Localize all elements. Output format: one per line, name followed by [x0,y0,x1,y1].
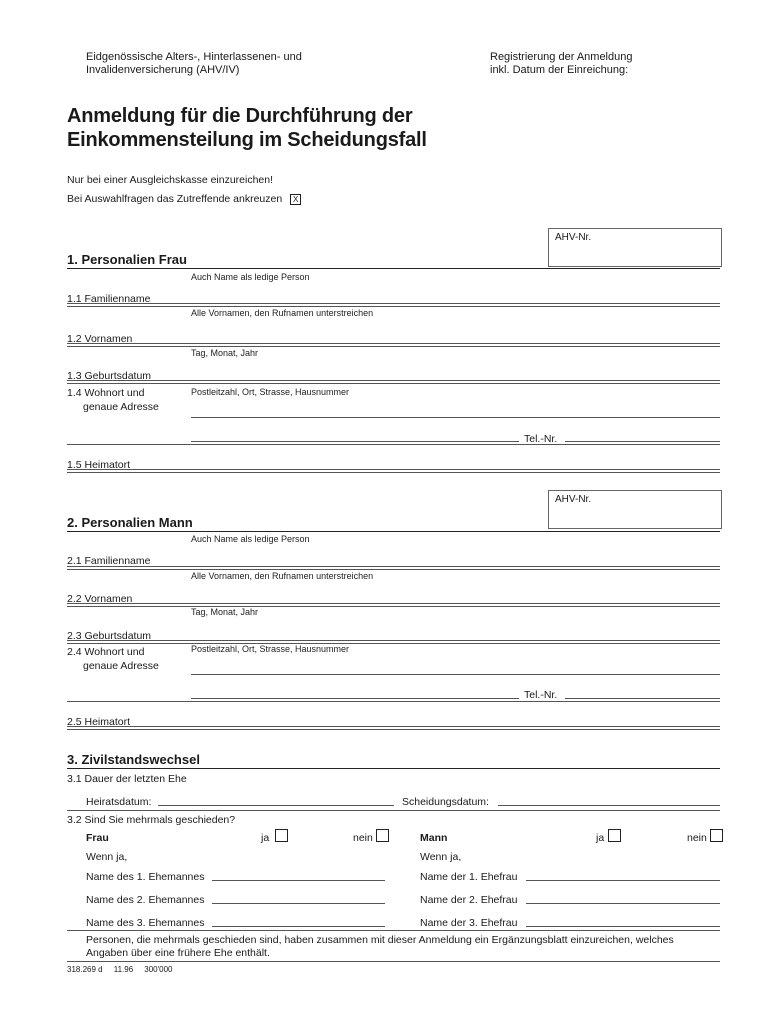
label-wenn-ja-frau: Wenn ja, [86,851,128,863]
label-frau: Frau [86,832,109,844]
label-ehemann-2: Name des 2. Ehemannes [86,894,205,906]
checkbox-nein-mann[interactable] [710,829,723,842]
label-geburtsdatum-frau: 1.3 Geburtsdatum [67,370,152,382]
label-ehefrau-3: Name der 3. Ehefrau [420,917,518,929]
label-dauer-ehe: 3.1 Dauer der letzten Ehe [67,773,187,785]
field-adresse-frau-1[interactable] [191,417,720,418]
ahv-nr-box-mann[interactable] [548,490,722,529]
title-line-2: Einkommensteilung im Scheidungsfall [67,129,427,151]
field-ehefrau-1[interactable] [526,880,720,881]
label-wohnort-frau-line2: genaue Adresse [83,401,159,413]
registration-header [490,51,632,77]
field-ehemann-1[interactable] [212,880,385,881]
org-header [86,51,302,77]
hint-datum-frau: Tag, Monat, Jahr [191,348,259,358]
field-geburtsdatum-frau[interactable] [67,380,720,384]
label-ehefrau-2: Name der 2. Ehefrau [420,894,518,906]
divider-ehen [67,930,720,931]
footer-count: 300'000 [144,965,173,974]
field-vornamen-mann[interactable] [67,603,720,607]
label-ehemann-1: Name des 1. Ehemannes [86,871,205,883]
label-heiratsdatum: Heiratsdatum: [86,796,152,808]
org-line-2: Invalidenversicherung (AHV/IV) [86,64,240,76]
field-adresse-mann-1[interactable] [191,674,720,675]
hint-adresse-mann: Postleitzahl, Ort, Strasse, Hausnummer [191,644,350,654]
checkbox-nein-frau[interactable] [376,829,389,842]
checkbox-ja-frau[interactable] [275,829,288,842]
footer-date: 11.96 [113,965,134,974]
reg-line-1: Registrierung der Anmeldung [490,51,633,63]
section-1-heading: 1. Personalien Frau [67,252,187,267]
label-vornamen-frau: 1.2 Vornamen [67,333,133,345]
label-wohnort-mann-line1: 2.4 Wohnort und [67,646,145,658]
field-ehemann-2[interactable] [212,903,385,904]
ahv-nr-box-frau[interactable] [548,228,722,267]
label-familienname-mann: 2.1 Familienname [67,555,151,567]
section-1-rule [67,268,720,269]
field-tel-mann[interactable] [565,698,720,699]
field-heiratsdatum[interactable] [158,805,394,806]
label-heimatort-frau: 1.5 Heimatort [67,459,131,471]
label-tel-frau: Tel.-Nr. [524,433,558,445]
field-geburtsdatum-mann[interactable] [67,640,720,644]
field-ehefrau-3[interactable] [526,926,720,927]
field-ehemann-3[interactable] [212,926,385,927]
field-tel-frau[interactable] [565,441,720,442]
label-wohnort-mann [67,645,159,673]
checkbox-ja-mann[interactable] [608,829,621,842]
label-tel-mann: Tel.-Nr. [524,689,558,701]
ahv-nr-label-frau: AHV-Nr. [555,232,592,243]
note-line-1: Personen, die mehrmals geschieden sind, haben zusammen mit dieser Anmeldung ein Ergänzungsblatt einzureichen, welches [86,934,674,946]
label-wohnort-frau-line1: 1.4 Wohnort und [67,387,145,399]
note-checkbox-text: Bei Auswahlfragen das Zutreffende ankreuzen [67,193,283,205]
label-heimatort-mann: 2.5 Heimatort [67,716,131,728]
label-ja-frau: ja [261,832,270,844]
note-checkbox-instruction [67,193,301,205]
divider-dauer-ehe [67,810,720,811]
hint-vornamen-frau: Alle Vornamen, den Rufnamen unterstreichen [191,308,374,318]
hint-datum-mann: Tag, Monat, Jahr [191,607,259,617]
field-heimatort-frau[interactable] [67,469,720,473]
field-ehefrau-2[interactable] [526,903,720,904]
bottom-rule [67,961,720,962]
reg-line-2: inkl. Datum der Einreichung: [490,64,629,76]
label-nein-frau: nein [353,832,373,844]
label-wenn-ja-mann: Wenn ja, [420,851,462,863]
hint-vornamen-mann: Alle Vornamen, den Rufnamen unterstreichen [191,571,374,581]
label-mann: Mann [420,832,448,844]
footer-code: 318.269 d [67,965,103,974]
field-adresse-frau-2[interactable] [191,441,519,442]
field-vornamen-frau[interactable] [67,343,720,347]
ahv-nr-label-mann: AHV-Nr. [555,494,592,505]
divider-adresse-frau [67,444,720,445]
field-familienname-mann[interactable] [67,566,720,570]
label-scheidungsdatum: Scheidungsdatum: [402,796,489,808]
hint-name-mann: Auch Name als ledige Person [191,534,310,544]
title-line-1: Anmeldung für die Durchführung der [67,105,413,127]
label-familienname-frau: 1.1 Familienname [67,293,151,305]
label-geburtsdatum-mann: 2.3 Geburtsdatum [67,630,152,642]
label-nein-mann: nein [687,832,707,844]
footer [67,965,173,974]
hint-adresse-frau: Postleitzahl, Ort, Strasse, Hausnummer [191,387,350,397]
org-line-1: Eidgenössische Alters-, Hinterlassenen- und [86,51,302,63]
label-ehemann-3: Name des 3. Ehemannes [86,917,205,929]
divider-adresse-mann [67,701,720,702]
field-familienname-frau[interactable] [67,303,720,307]
form-title [67,104,427,152]
hint-name-frau: Auch Name als ledige Person [191,272,310,282]
label-mehrmals-geschieden: 3.2 Sind Sie mehrmals geschieden? [67,814,236,826]
section-2-rule [67,531,720,532]
field-heimatort-mann[interactable] [67,726,720,730]
section-3-rule [67,768,720,769]
section-2-heading: 2. Personalien Mann [67,515,193,530]
label-wohnort-frau [67,386,159,414]
note-one-office: Nur bei einer Ausgleichskasse einzureichen! [67,174,274,186]
field-scheidungsdatum[interactable] [498,805,720,806]
label-wohnort-mann-line2: genaue Adresse [83,660,159,672]
label-vornamen-mann: 2.2 Vornamen [67,593,133,605]
label-ja-mann: ja [596,832,605,844]
field-adresse-mann-2[interactable] [191,698,519,699]
section-3-heading: 3. Zivilstandswechsel [67,752,200,767]
example-x-checkbox: X [290,194,301,205]
note-line-2: Angaben über eine frühere Ehe enthält. [86,947,270,959]
label-ehefrau-1: Name der 1. Ehefrau [420,871,518,883]
note-ergaenzungsblatt [86,934,726,960]
